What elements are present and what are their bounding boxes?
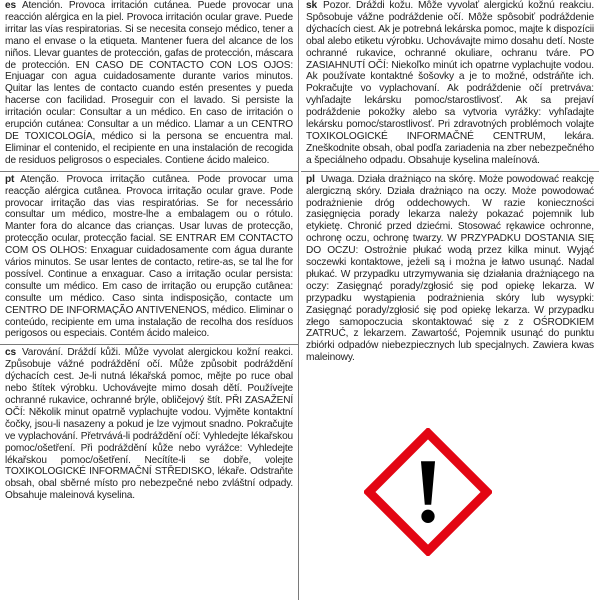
section-text: Varování. Dráždí kůži. Může vyvolat alergickou kožní reakci. Způsobuje vážné podráždění očí. Může způsobit podráždění dýchacích cest. Je-li nutná lékařská pomoc, mějte po ruce obal nebo štítek výrobku. Uchovávejte mimo dosah dětí. Používejte ochranné rukavice, ochranné brýle, obličejový štít. PŘI ZASAŽENÍ OČÍ: Několik minut opatrně vyplachujte vodou. Vyjměte kontaktní čočky, jsou-li nasazeny a pokud je lze vyjmout snadno. Pokračujte ve vyplachování. Přetrvává-li podráždění očí: Vyhledejte lékařskou pomoc/ošetření. Při podráždění kůže nebo vyrážce: Vyhledejte lékařskou pomoc/ošetření. Necítíte-li se dobře, volejte TOXIKOLOGICKÉ INFORMAČNÍ STŘEDISKO, lékaře. Odstraňte obsah, obal sběrné místo pro nebezpečné nebo zvláštní odpady. Obsahuje maleinová kyselina. bbox=[5, 347, 293, 502]
section-text: Uwaga. Działa drażniąco na skórę. Może powodować reakcję alergiczną skóry. Działa drażniąco na oczy. Może powodować podrażnienie dróg oddechowych. W razie konieczności zasięgnięcia porady lekarza należy pokazać pojemnik lub etykietę. Chronić przed dziećmi. Stosować rękawice ochronne, ochronę oczu, ochronę twarzy. W PRZYPADKU DOSTANIA SIĘ DO OCZU: Ostrożnie płukać wodą przez kilka minut. Wyjąć soczewki kontaktowe, jeżeli są i można je łatwo usunąć. Nadal płukać. W przypadku utrzymywania się działania drażniącego na oczy: Zasięgnąć porady/zgłosić się pod opiekę lekarza. W przypadku wystąpienia podrażnienia skóry lub wysypki: Zasięgnąć porady/zgłosić się pod opiekę lekarza. W przypadku złego samopoczucia skontaktować się z z OŚRODKIEM ZATRUĆ, z lekarzem. Zawartość, Pojemnik usunąć do punktu zbiórki odpadów niebezpiecznych lub specjalnych. Zawiera kwas maleinowy. bbox=[306, 173, 594, 364]
lang-code: cs bbox=[5, 347, 16, 359]
section-pt bbox=[0, 171, 298, 345]
lang-code: pt bbox=[5, 173, 15, 185]
section-pl bbox=[301, 171, 599, 369]
section-es bbox=[0, 0, 298, 171]
section-sk bbox=[301, 0, 599, 171]
exclamation-mark-hazard-icon bbox=[364, 428, 492, 556]
section-text: Pozor. Dráždi kožu. Môže vyvolať alergickú kožnú reakciu. Spôsobuje vážne podráždenie očí. Môže spôsobiť podráždenie dýchacích ciest. Ak je potrebná lekárska pomoc, majte k dispozícii obal alebo etiketu výrobku. Uchovávajte mimo dosahu detí. Noste ochranné rukavice, ochranné okuliare, ochranu tváre. PO ZASIAHNUTÍ OČÍ: Niekoľko minút ich opatrne vyplachujte vodou. Ak používate kontaktné šošovky a je to možné, odstráňte ich. Pokračujte vo vyplachovaní. Ak podráždenie očí pretrváva: vyhľadajte lekársku pomoc/starostlivosť. Ak sa prejaví podráždenie pokožky alebo sa vytvoria vyrážky: vyhľadajte lekársku pomoc/starostlivosť. Pri zdravotných problémoch volajte TOXIKOLOGICKÉ INFORMAČNÉ CENTRUM, lekára. Zneškodnite obsah, obal podľa zariadenia na zber nebezpečného a špeciálneho odpadu. Obsahuje kyselina maleínová. bbox=[306, 0, 594, 166]
section-text: Atenção. Provoca irritação cutânea. Pode provocar uma reacção alérgica cutânea. Provoca irritação ocular grave. Pode provocar irritação das vias respiratórias. Se for necessário consultar um médico, mostre-lhe a embalagem ou o rótulo. Manter fora do alcance das crianças. Usar luvas de protecção, protecção ocular, protecção facial. SE ENTRAR EM CONTACTO COM OS OLHOS: Enxaguar cuidadosamente com água durante vários minutos. Se usar lentes de contacto, retire-as, se tal lhe for possível. Continue a enxaguar. Caso a irritação ocular persista: consulte um médico. Em caso de irritação ou erupção cutânea: consulte um médico. Caso sinta indisposição, contacte um CENTRO DE INFORMAÇÃO ANTIVENENOS, médico. Eliminar o conteúdo, recipiente em uma instalação de recolha dos resíduos perigosos ou especiais. Contém ácido maleico. bbox=[5, 173, 293, 340]
exclamation-dot bbox=[421, 510, 434, 523]
left-column bbox=[0, 0, 299, 600]
section-text: Atención. Provoca irritación cutánea. Puede provocar una reacción alérgica en la piel. Provoca irritación ocular grave. Puede irritar las vías respiratorias. Si se necesita consejo médico, tener a mano el envase o la etiqueta. Mantener fuera del alcance de los niños. Llevar guantes de protección, gafas de protección, máscara de protección. EN CASO DE CONTACTO CON LOS OJOS: Enjuagar con agua cuidadosamente durante varios minutos. Quitar las lentes de contacto cuando estén presentes y pueda hacerse con facilidad. Proseguir con el lavado. Si persiste la irritación ocular: Consultar a un médico. En caso de irritación o erupción cutánea: Consultar a un médico. Llamar a un CENTRO DE TOXICOLOGÍA, médico si la persona se encuentra mal. Eliminar el contenido, el recipiente en una instalación de recogida de residuos peligrosos o especiales. Contiene ácido maleico. bbox=[5, 0, 293, 166]
lang-code: sk bbox=[306, 0, 318, 11]
lang-code: es bbox=[5, 0, 16, 11]
section-cs bbox=[0, 344, 298, 506]
lang-code: pl bbox=[306, 173, 315, 185]
